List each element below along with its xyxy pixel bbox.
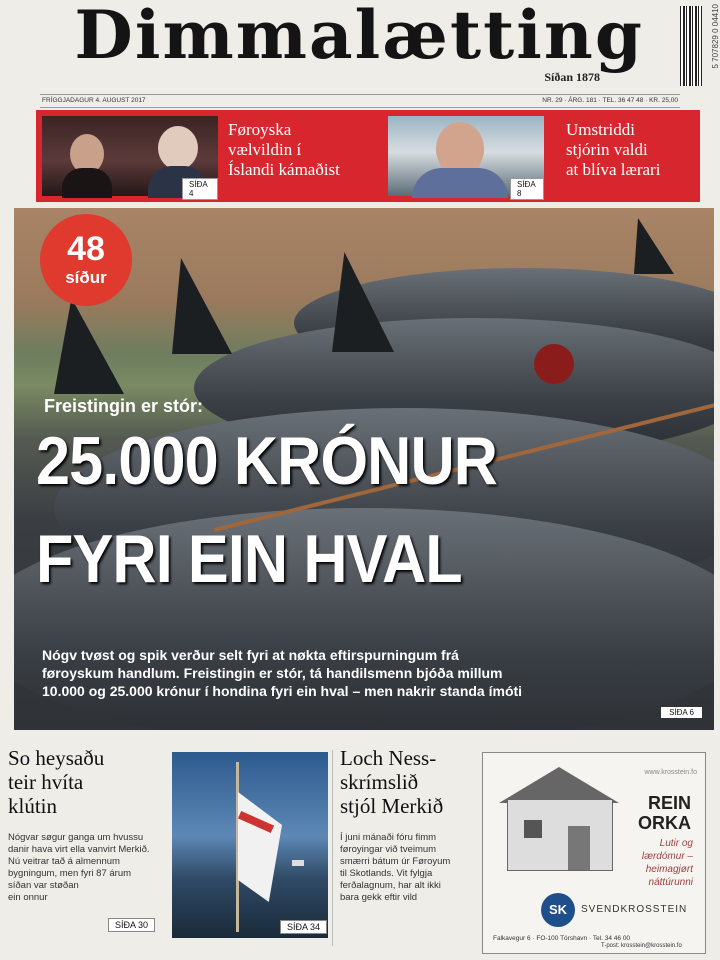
fin-shape: [634, 218, 674, 274]
newspaper-title: Dimmalætting: [74, 0, 644, 74]
teaser-headline[interactable]: Umstriddi stjórin valdi at blíva lærari: [566, 120, 661, 179]
story-body: Nógvar søgur ganga um hvussu danir hava virt ella vanvirt Merkið. Nú veitrar tað á almennum bygningum, men fyri 87 árum síðan var støðan ein onnur: [8, 832, 150, 903]
person-body-icon: [412, 168, 508, 198]
teaser-photo-women: [42, 116, 218, 196]
advertisement[interactable]: [482, 752, 706, 954]
page-count-label: síður: [65, 268, 107, 287]
window-icon: [524, 820, 542, 838]
story-white-flag[interactable]: [8, 746, 166, 904]
ad-brand-line1: REIN: [647, 793, 691, 813]
teaser-photo-man: [388, 116, 544, 196]
ad-url: www.krosstein.fo: [644, 769, 697, 776]
teaser-headline[interactable]: Føroyska vælvildin í Íslandi kámaðist: [228, 120, 340, 179]
ad-email: T-post: krosstein@krosstein.fo: [601, 943, 682, 949]
fin-shape: [54, 298, 124, 394]
story-page-ref[interactable]: SÍÐA 34: [280, 920, 327, 934]
dateline: [40, 94, 680, 108]
teaser-bar: [36, 110, 700, 202]
boat-icon: [292, 860, 304, 866]
hero-story: [14, 208, 714, 730]
teaser-page-ref[interactable]: SÍÐA 4: [182, 178, 218, 200]
story-page-ref[interactable]: SÍÐA 30: [108, 918, 155, 932]
barcode-icon: [680, 6, 702, 86]
since-label: Síðan 1878: [544, 70, 600, 84]
blood-mark: [534, 344, 574, 384]
person-icon: [158, 126, 198, 170]
story-loch-ness[interactable]: [340, 746, 480, 904]
person-body-icon: [62, 168, 112, 198]
teaser-page-ref[interactable]: SÍÐA 8: [510, 178, 544, 200]
story-body: Í juni mánaði fóru fimm føroyingar við tveimum smærri bátum úr Føroyum til Skotlands. Vit fylgja ferðalagnum, har alt ikki bara gekk eftir vild: [340, 832, 451, 903]
house-icon: [507, 799, 613, 871]
story-headline: So heysaðu teir hvíta klútin: [8, 746, 105, 818]
story-headline: Loch Ness- skrímslið stjól Merkið: [340, 746, 444, 818]
page-count-number: 48: [67, 230, 105, 268]
ad-address: Falkavegur 6 · FO-100 Tórshavn · Tel. 34 46 00: [493, 935, 631, 942]
fin-shape: [172, 258, 232, 354]
hero-headline-line1[interactable]: 25.000 KRÓNUR: [36, 423, 498, 499]
sk-logo-icon: SK: [541, 893, 575, 927]
house-roof-icon: [499, 767, 619, 803]
hero-kicker: Freistingin er stór:: [44, 396, 204, 416]
hero-page-ref[interactable]: SÍÐA 6: [661, 707, 702, 718]
barcode-number: 5 707829 0 04410: [711, 4, 720, 69]
hero-headline-line2[interactable]: FYRI EIN HVAL: [36, 521, 462, 597]
masthead: [60, 0, 660, 92]
flag-photo: [172, 752, 328, 938]
ad-slogan: Lutir og lærdómur – heimagjørt náttúrunni: [641, 838, 693, 888]
ad-company: SVENDKROSSTEIN: [581, 904, 688, 915]
door-icon: [568, 826, 590, 870]
page-count-badge: [40, 214, 132, 306]
flag-icon: [238, 792, 282, 902]
column-divider: [332, 750, 333, 946]
hero-lead: Nógv tvøst og spik verður selt fyri at nøkta eftirspurningum frá føroyskum handlum. Freistingin er stór, tá handilsmenn bjóða millum 10.000 og 25.000 krónur í hondina fyri ein hval – men nakrir standa ímóti: [42, 647, 523, 699]
ad-brand-line2: ORKA: [638, 813, 691, 833]
dateline-issue: NR. 29 · ÁRG. 181 · TEL. 36 47 48 · KR. 25,00: [542, 97, 678, 104]
dateline-date: FRÍGGJADAGUR 4. AUGUST 2017: [42, 97, 146, 104]
